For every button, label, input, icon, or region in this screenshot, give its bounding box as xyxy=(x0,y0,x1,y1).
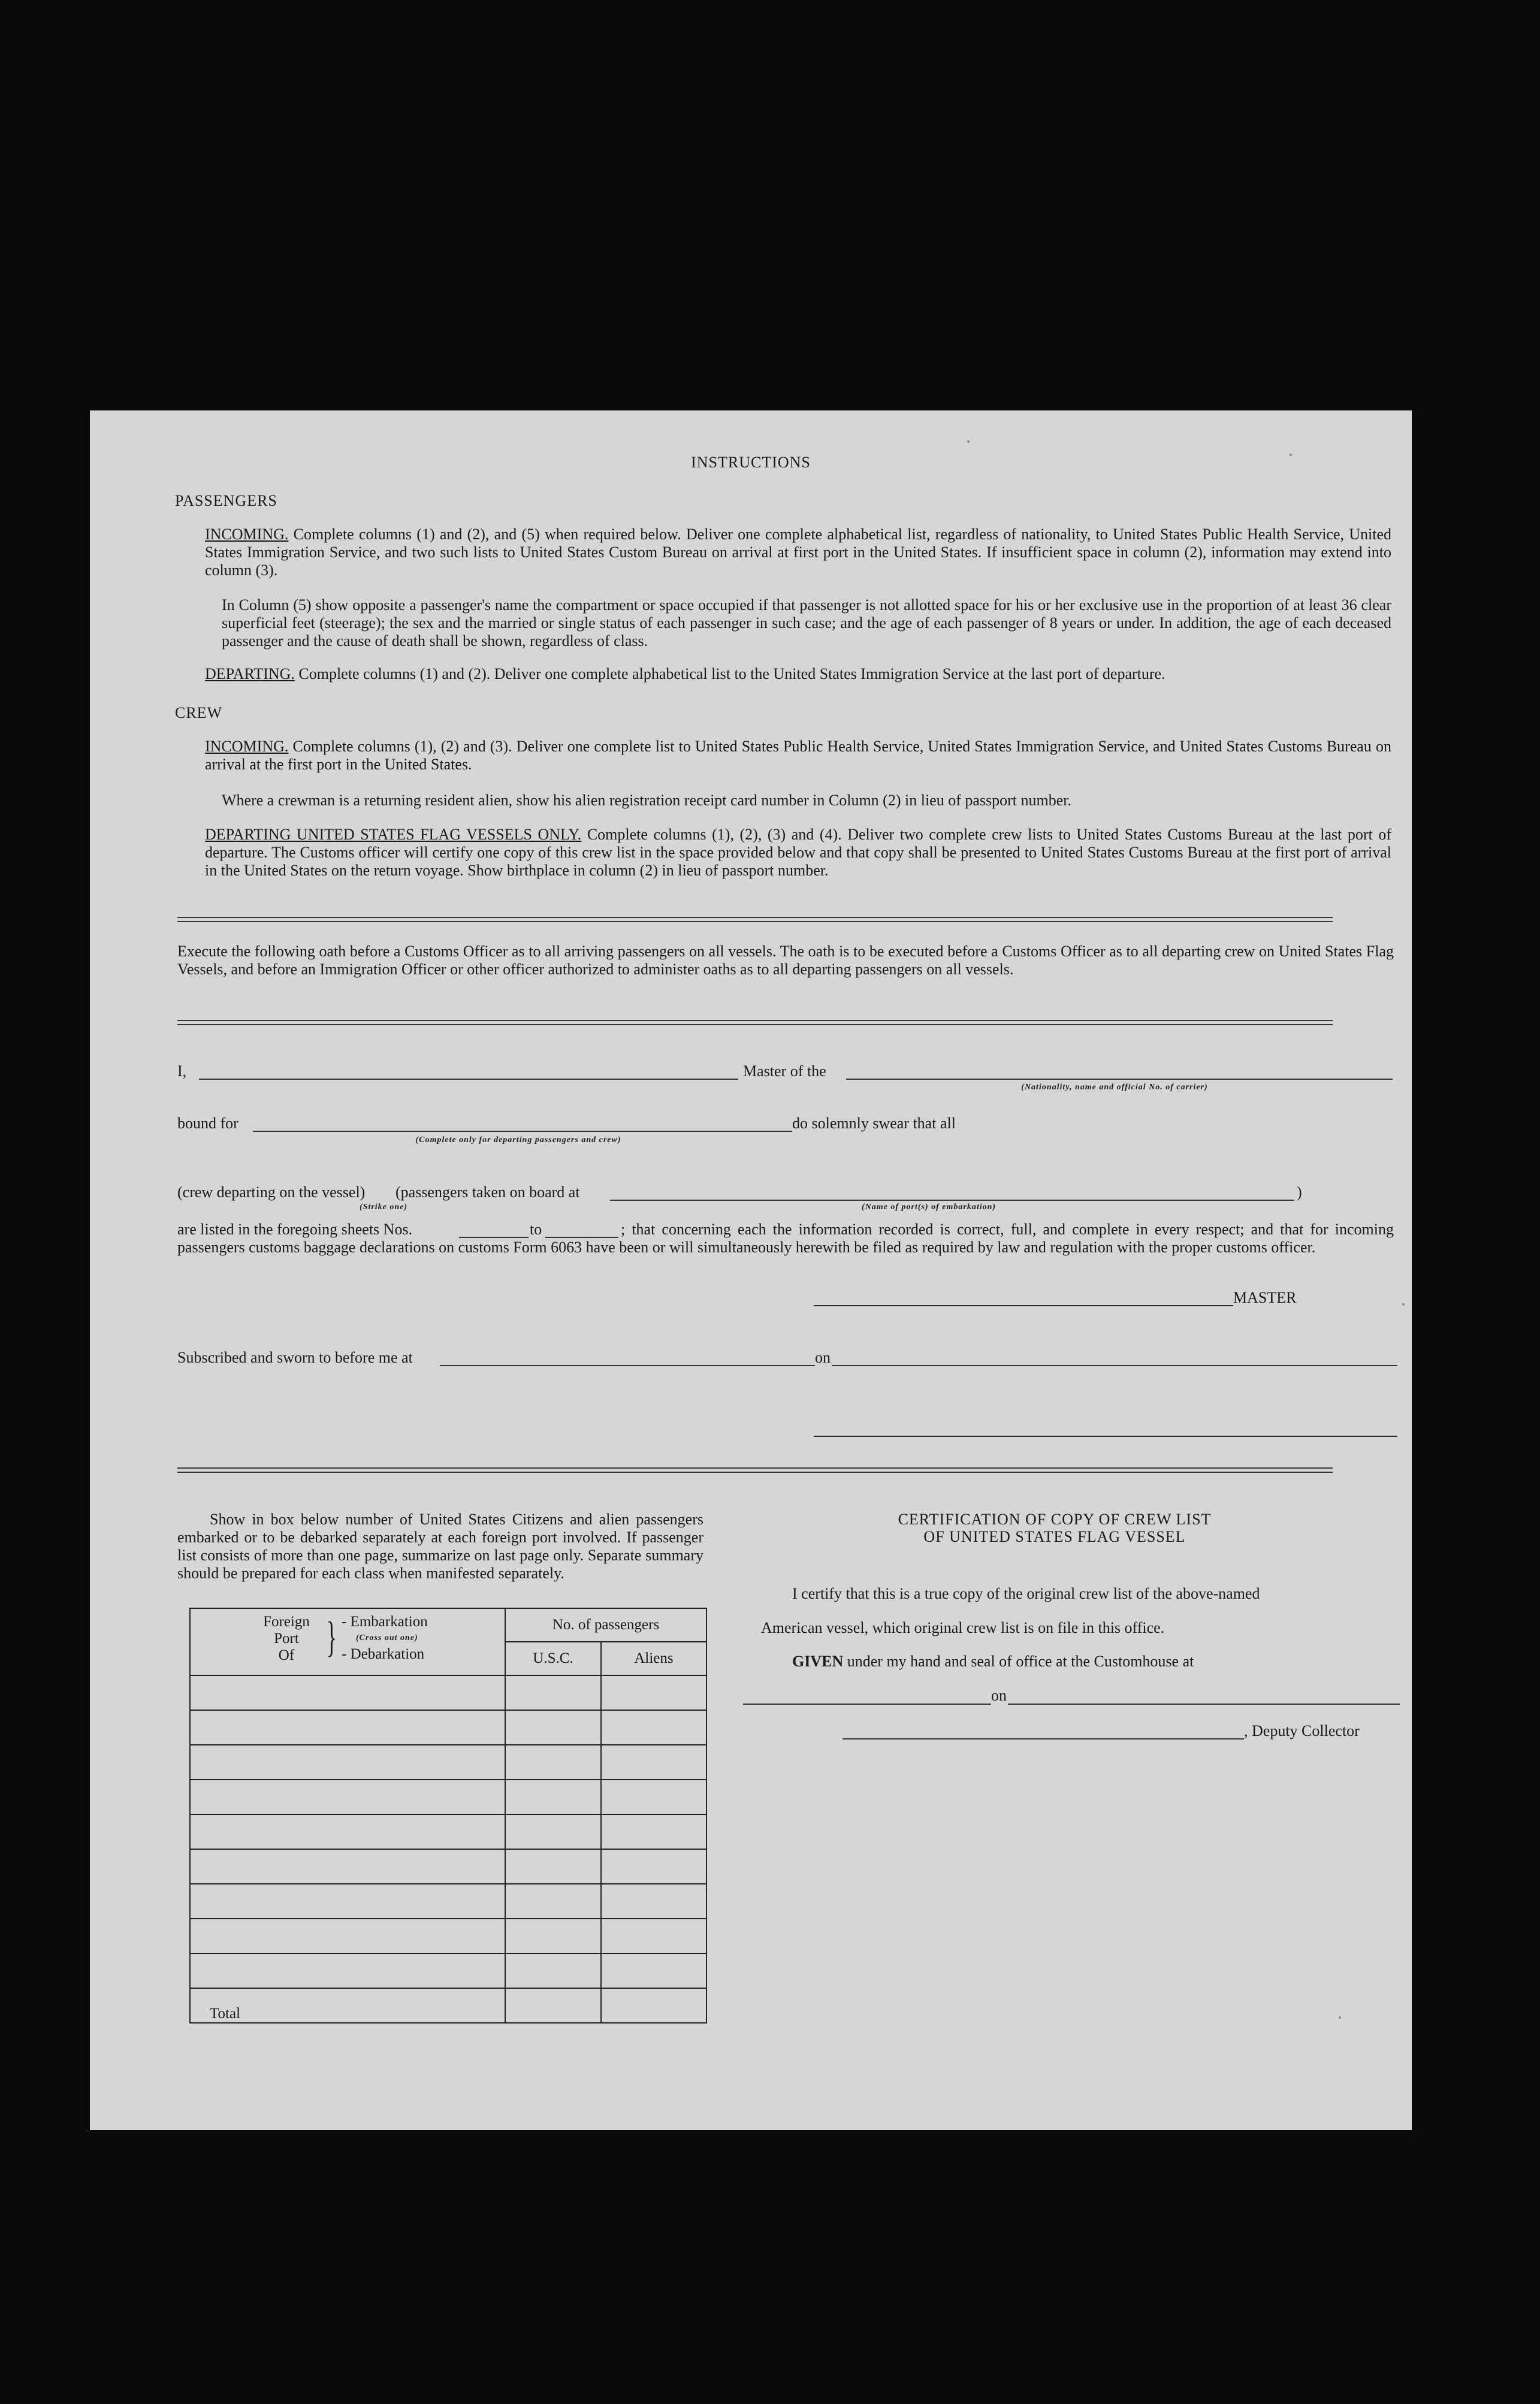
debarkation-label: - Debarkation xyxy=(342,1646,425,1662)
port-cell[interactable] xyxy=(190,1849,505,1884)
subscribed-on-label: on xyxy=(815,1349,831,1366)
instructions-title: INSTRUCTIONS xyxy=(691,454,811,471)
deputy-signature-line xyxy=(843,1738,1244,1739)
of-label: Of xyxy=(278,1647,295,1663)
port-cell[interactable] xyxy=(190,1675,505,1710)
listed-rest: ; that concerning each the information recorded is correct, full, and complete in every respect; and that for incoming passengers customs baggage declarations on customs Form 6063 have been or will simultaneously herewith be filed as required by law and regulation with the proper customs officer. xyxy=(177,1221,1394,1256)
deputy-collector-label: , Deputy Collector xyxy=(1244,1722,1360,1739)
total-label: Total xyxy=(190,1988,505,2023)
master-signature-line xyxy=(814,1305,1233,1306)
certification-title-line2: OF UNITED STATES FLAG VESSEL xyxy=(923,1528,1186,1545)
aliens-cell[interactable] xyxy=(601,1884,706,1919)
foreign-label: Foreign xyxy=(263,1614,310,1630)
master-name-line xyxy=(199,1079,738,1080)
summary-total-row xyxy=(190,1988,706,2023)
crew-incoming-text: Complete columns (1), (2) and (3). Deliver one complete list to United States Public Health Service, United States Immigration Service, and United States Customs Bureau on arrival at the first port in the United States. xyxy=(205,738,1391,773)
foreign-port-header xyxy=(190,1608,505,1675)
listed-to-label: to xyxy=(530,1221,542,1238)
passengers-incoming-text: Complete columns (1) and (2), and (5) when required below. Deliver one complete alphabetical list, regardless of nationality, to United States Public Health Service, United States Immigration Service, and two such lists to United States Custom Bureau on arrival at first port in the United States. If insufficient space in column (2), information may extend into column (3). xyxy=(205,526,1392,579)
port-cell[interactable] xyxy=(190,1814,505,1849)
aliens-cell[interactable] xyxy=(601,1849,706,1884)
form-page xyxy=(90,410,1412,2130)
subscribed-place-line xyxy=(440,1365,815,1366)
crew-incoming-paragraph xyxy=(205,738,1391,774)
passengers-heading: PASSENGERS xyxy=(175,492,277,509)
subscribed-label: Subscribed and sworn to before me at xyxy=(177,1349,413,1366)
officer-signature-line xyxy=(814,1436,1397,1437)
usc-total-cell[interactable] xyxy=(505,1988,601,2023)
summary-row xyxy=(190,1953,706,1988)
port-cell[interactable] xyxy=(190,1919,505,1953)
crew-incoming-label: INCOMING. xyxy=(205,738,289,755)
bound-for-label: bound for xyxy=(177,1115,238,1132)
scan-speck xyxy=(1339,2016,1341,2019)
summary-row xyxy=(190,1814,706,1849)
usc-cell[interactable] xyxy=(505,1780,601,1814)
carrier-line xyxy=(846,1079,1393,1080)
summary-row xyxy=(190,1884,706,1919)
summary-row xyxy=(190,1780,706,1814)
aliens-cell[interactable] xyxy=(601,1710,706,1745)
crewman-paragraph: Where a crewman is a returning resident alien, show his alien registration receipt card number in Column (2) in lieu of passport number. xyxy=(222,792,1072,809)
given-label: GIVEN xyxy=(792,1653,844,1670)
listed-rest-text xyxy=(177,1221,1394,1257)
crew-heading: CREW xyxy=(175,704,223,721)
cert-date-line xyxy=(1008,1704,1400,1705)
brace-glyph: } xyxy=(326,1613,337,1661)
port-cell[interactable] xyxy=(190,1884,505,1919)
scan-speck xyxy=(1290,454,1292,456)
port-cell[interactable] xyxy=(190,1780,505,1814)
do-swear-label: do solemnly swear that all xyxy=(792,1115,956,1132)
passengers-incoming-label: INCOMING. xyxy=(205,526,289,543)
usc-cell[interactable] xyxy=(505,1710,601,1745)
aliens-cell[interactable] xyxy=(601,1953,706,1988)
usc-cell[interactable] xyxy=(505,1849,601,1884)
usc-header: U.S.C. xyxy=(505,1642,601,1675)
master-label: MASTER xyxy=(1233,1289,1297,1306)
port-embarkation-line xyxy=(610,1200,1294,1201)
listed-prefix: are listed in the foregoing sheets Nos. xyxy=(177,1221,413,1238)
aliens-cell[interactable] xyxy=(601,1919,706,1953)
port-cell[interactable] xyxy=(190,1745,505,1780)
master-of-the-label: Master of the xyxy=(743,1062,826,1080)
certification-title xyxy=(791,1511,1318,1545)
given-rest: under my hand and seal of office at the Customhouse at xyxy=(847,1653,1194,1670)
flag-vessels-paragraph xyxy=(205,826,1391,880)
port-name-caption: (Name of port(s) of embarkation) xyxy=(861,1203,997,1212)
nationality-caption: (Nationality, name and official No. of carrier) xyxy=(1021,1083,1208,1092)
passengers-taken-option: (passengers taken on board at xyxy=(395,1183,580,1201)
close-paren: ) xyxy=(1297,1183,1302,1201)
port-cell[interactable] xyxy=(190,1710,505,1745)
port-label: Port xyxy=(274,1630,299,1647)
divider-2 xyxy=(177,1020,1333,1025)
scan-speck xyxy=(967,440,970,443)
usc-cell[interactable] xyxy=(505,1745,601,1780)
summary-intro: Show in box below number of United States Citizens and alien passengers embarked or to be debarked separately at each foreign port involved. If passenger list consists of more than one page, summarize on last page only. Separate summary should be prepared for each class when manifested separately. xyxy=(177,1511,703,1582)
no-of-passengers-header: No. of passengers xyxy=(505,1608,706,1642)
given-line xyxy=(792,1653,1194,1671)
port-cell[interactable] xyxy=(190,1953,505,1988)
usc-cell[interactable] xyxy=(505,1814,601,1849)
scan-speck xyxy=(1402,1303,1405,1306)
flag-vessels-label: DEPARTING UNITED STATES FLAG VESSELS ONLY. xyxy=(205,826,582,843)
aliens-total-cell[interactable] xyxy=(601,1988,706,2023)
aliens-cell[interactable] xyxy=(601,1780,706,1814)
usc-cell[interactable] xyxy=(505,1884,601,1919)
summary-row xyxy=(190,1710,706,1745)
strike-one-caption: (Strike one) xyxy=(360,1203,408,1212)
usc-cell[interactable] xyxy=(505,1675,601,1710)
passenger-summary-table xyxy=(189,1608,707,2024)
bound-for-line xyxy=(253,1131,792,1132)
certification-title-line1: CERTIFICATION OF COPY OF CREW LIST xyxy=(898,1511,1212,1528)
summary-row xyxy=(190,1849,706,1884)
usc-cell[interactable] xyxy=(505,1953,601,1988)
column5-paragraph: In Column (5) show opposite a passenger's name the compartment or space occupied if that passenger is not allotted space for his or her exclusive use in the proportion of at least 36 clear superficial feet (steerage); the sex and the married or single status of each passenger in such case; and the age of each passenger of 8 years or under. In addition, the age of each deceased passenger and the cause of death shall be shown, regardless of class. xyxy=(222,596,1391,650)
aliens-cell[interactable] xyxy=(601,1745,706,1780)
aliens-cell[interactable] xyxy=(601,1675,706,1710)
subscribed-date-line xyxy=(832,1365,1397,1366)
divider-1 xyxy=(177,917,1333,922)
embarkation-label: - Embarkation xyxy=(342,1614,428,1630)
cross-out-label: (Cross out one) xyxy=(356,1633,418,1642)
oath-execute-paragraph: Execute the following oath before a Customs Officer as to all arriving passengers on all vessels. The oath is to be executed before a Customs Officer as to all departing crew on United States Flag Vessels, and before an Immigration Officer or other officer authorized to administer oaths as to all departing passengers on all vessels. xyxy=(177,943,1394,978)
crew-departing-option: (crew departing on the vessel) xyxy=(177,1183,366,1201)
summary-row xyxy=(190,1745,706,1780)
passengers-departing-text: Complete columns (1) and (2). Deliver one complete alphabetical list to the United States Immigration Service at the last port of departure. xyxy=(298,665,1165,682)
aliens-cell[interactable] xyxy=(601,1814,706,1849)
passengers-incoming-paragraph xyxy=(205,526,1391,579)
american-line: American vessel, which original crew list is on file in this office. xyxy=(761,1619,1165,1636)
summary-row xyxy=(190,1919,706,1953)
divider-3 xyxy=(177,1467,1333,1473)
passengers-departing-label: DEPARTING. xyxy=(205,665,295,682)
certify-line: I certify that this is a true copy of the original crew list of the above-named xyxy=(792,1585,1260,1602)
passengers-departing-paragraph xyxy=(205,665,1391,683)
aliens-header: Aliens xyxy=(601,1642,706,1675)
flag-vessels-text: Complete columns (1), (2), (3) and (4). Deliver two complete crew lists to United States Customs Bureau at the last port of departure. The Customs officer will certify one copy of this crew list in the space provided below and that copy shall be presented to United States Customs Bureau at the first port of arrival in the United States on the return voyage. Show birthplace in column (2) in lieu of passport number. xyxy=(205,826,1391,879)
customhouse-line xyxy=(743,1704,991,1705)
summary-row xyxy=(190,1675,706,1710)
oath-i-label: I, xyxy=(177,1062,187,1080)
usc-cell[interactable] xyxy=(505,1919,601,1953)
cert-on-label: on xyxy=(991,1687,1007,1704)
complete-only-caption: (Complete only for departing passengers and crew) xyxy=(415,1135,621,1144)
